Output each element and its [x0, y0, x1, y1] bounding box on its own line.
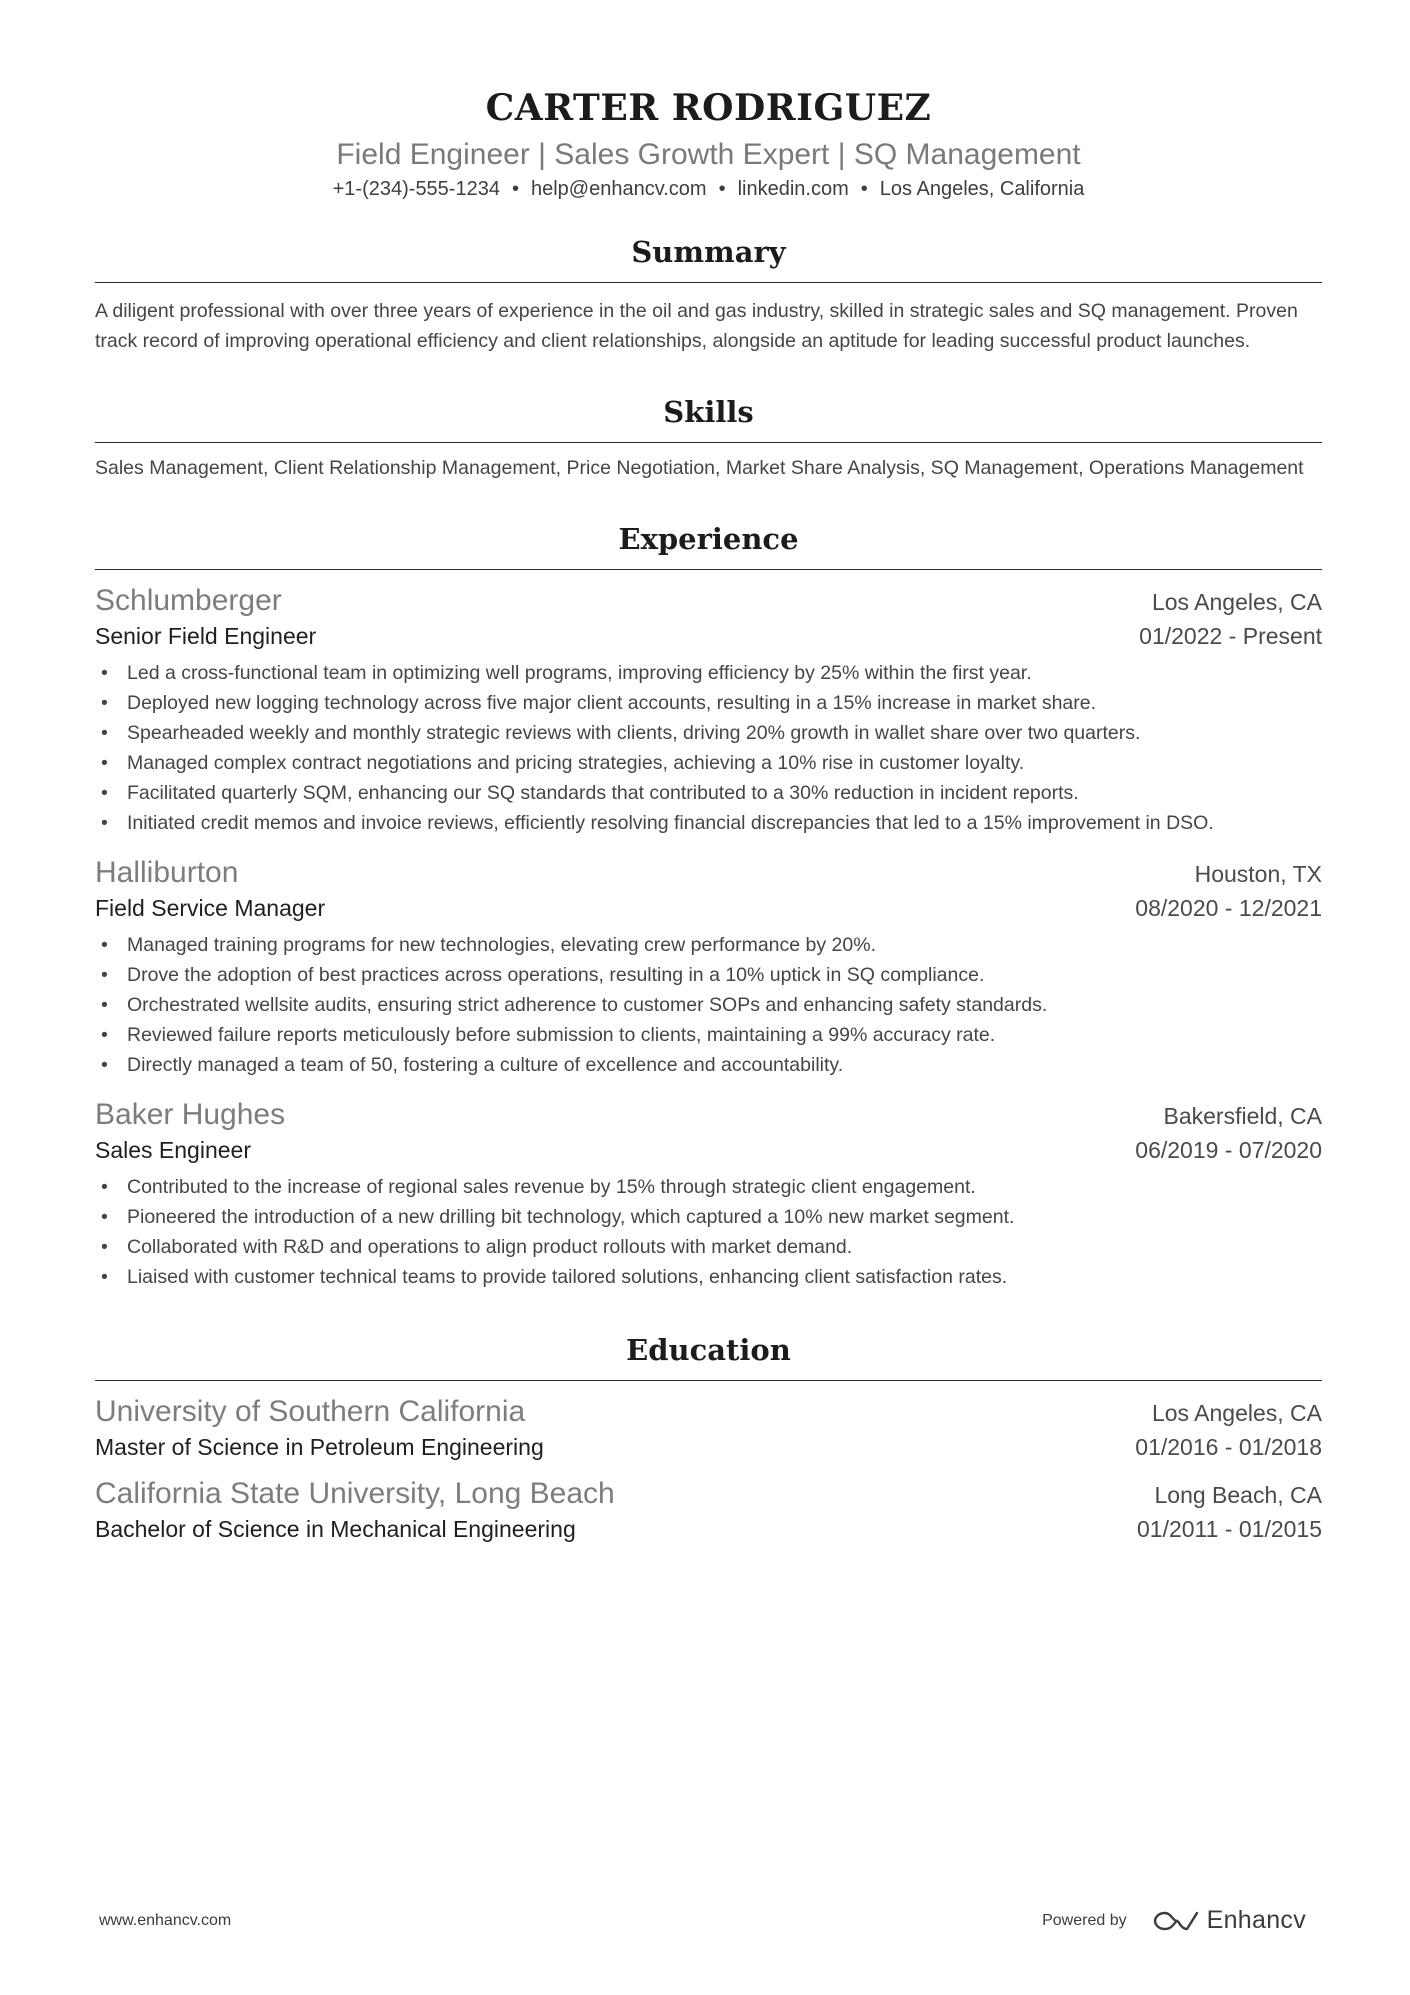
- brand-logo[interactable]: [1153, 1906, 1306, 1935]
- achievement-bullet: • Collaborated with R&D and operations to align product rollouts with market demand.: [95, 1232, 1322, 1262]
- achievement-list: [95, 930, 1322, 1080]
- company-name: Baker Hughes: [95, 1098, 286, 1131]
- skills-section: [95, 392, 1322, 481]
- achievement-bullet: • Deployed new logging technology across five major client accounts, resulting in a 15% increase in market share.: [95, 688, 1322, 718]
- achievement-list: [95, 1172, 1322, 1292]
- summary-section: [95, 232, 1322, 356]
- education-subheading: [95, 1513, 1322, 1545]
- job-location: Houston, TX: [1194, 861, 1322, 887]
- school-location: Long Beach, CA: [1154, 1482, 1322, 1508]
- job-location: Bakersfield, CA: [1163, 1103, 1322, 1129]
- section-title-skills: Skills: [95, 392, 1322, 443]
- education-subheading: [95, 1431, 1322, 1463]
- section-title-education: Education: [95, 1330, 1322, 1381]
- experience-subheading: [95, 892, 1322, 924]
- brand-name: Enhancv: [1206, 1906, 1306, 1934]
- headline: Field Engineer | Sales Growth Expert | SQ Management: [336, 138, 1081, 171]
- experience-item: [95, 1096, 1322, 1292]
- achievement-bullet: • Liaised with customer technical teams to provide tailored solutions, enhancing client satisfaction rates.: [95, 1262, 1322, 1292]
- contact-linkedin: linkedin.com: [737, 178, 849, 200]
- degree-name: Master of Science in Petroleum Engineering: [95, 1434, 544, 1460]
- resume-page: [95, 0, 1322, 1545]
- contact-line: [95, 176, 1322, 202]
- experience-heading: [95, 1096, 1322, 1134]
- powered-by-label: Powered by: [1042, 1911, 1127, 1929]
- experience-section: [95, 519, 1322, 1292]
- job-dates: 08/2020 - 12/2021: [1135, 895, 1322, 921]
- achievement-bullet: • Managed complex contract negotiations and pricing strategies, achieving a 10% rise in customer loyalty.: [95, 748, 1322, 778]
- education-dates: 01/2016 - 01/2018: [1135, 1434, 1322, 1460]
- skills-text: Sales Management, Client Relationship Management, Price Negotiation, Market Share Analysis, SQ Management, Operations Management: [95, 457, 1304, 479]
- achievement-bullet: • Directly managed a team of 50, fostering a culture of excellence and accountability.: [95, 1050, 1322, 1080]
- school-location: Los Angeles, CA: [1151, 1400, 1322, 1426]
- achievement-bullet: • Reviewed failure reports meticulously before submission to clients, maintaining a 99% accuracy rate.: [95, 1020, 1322, 1050]
- achievement-bullet: • Orchestrated wellsite audits, ensuring strict adherence to customer SOPs and enhancing safety standards.: [95, 990, 1322, 1020]
- achievement-list: [95, 658, 1322, 838]
- contact-separator: •: [511, 178, 519, 200]
- enhancv-logo-icon: [1153, 1909, 1199, 1933]
- education-item: [95, 1475, 1322, 1545]
- achievement-bullet: • Contributed to the increase of regional sales revenue by 15% through strategic client engagement.: [95, 1172, 1322, 1202]
- experience-subheading: [95, 620, 1322, 652]
- job-title: Senior Field Engineer: [95, 623, 317, 649]
- education-heading: [95, 1475, 1322, 1513]
- summary-text: A diligent professional with over three years of experience in the oil and gas industry, skilled in strategic sales and SQ management. Proven track record of improving operational efficiency and client relationships, alongside an aptitude for leading successful product launches.: [95, 300, 1298, 352]
- page-footer: [99, 1906, 1306, 1935]
- achievement-bullet: • Initiated credit memos and invoice reviews, efficiently resolving financial discrepancies that led to a 15% improvement in DSO.: [95, 808, 1322, 838]
- achievement-bullet: • Facilitated quarterly SQM, enhancing our SQ standards that contributed to a 30% reduction in incident reports.: [95, 778, 1322, 808]
- degree-name: Bachelor of Science in Mechanical Engineering: [95, 1516, 576, 1542]
- candidate-name: CARTER RODRIGUEZ: [485, 87, 932, 129]
- experience-subheading: [95, 1134, 1322, 1166]
- company-name: Halliburton: [95, 856, 239, 889]
- experience-item: [95, 854, 1322, 1080]
- contact-location: Los Angeles, California: [879, 178, 1085, 200]
- achievement-bullet: • Managed training programs for new technologies, elevating crew performance by 20%.: [95, 930, 1322, 960]
- achievement-bullet: • Drove the adoption of best practices across operations, resulting in a 10% uptick in SQ compliance.: [95, 960, 1322, 990]
- education-item: [95, 1393, 1322, 1463]
- achievement-bullet: • Pioneered the introduction of a new drilling bit technology, which captured a 10% new market segment.: [95, 1202, 1322, 1232]
- experience-item: [95, 582, 1322, 838]
- experience-heading: [95, 582, 1322, 620]
- education-section: [95, 1330, 1322, 1545]
- section-title-experience: Experience: [95, 519, 1322, 570]
- education-dates: 01/2011 - 01/2015: [1136, 1516, 1322, 1542]
- company-name: Schlumberger: [95, 584, 282, 617]
- job-title: Field Service Manager: [95, 895, 326, 921]
- job-location: Los Angeles, CA: [1151, 589, 1322, 615]
- achievement-bullet: • Led a cross-functional team in optimizing well programs, improving efficiency by 25% within the first year.: [95, 658, 1322, 688]
- resume-header: [95, 0, 1322, 202]
- contact-email: help@enhancv.com: [530, 178, 707, 200]
- school-name: University of Southern California: [95, 1395, 526, 1428]
- education-heading: [95, 1393, 1322, 1431]
- job-dates: 01/2022 - Present: [1139, 623, 1322, 649]
- job-dates: 06/2019 - 07/2020: [1135, 1137, 1322, 1163]
- footer-branding: [1042, 1906, 1306, 1935]
- job-title: Sales Engineer: [95, 1137, 251, 1163]
- footer-url-link[interactable]: www.enhancv.com: [99, 1911, 232, 1929]
- section-title-summary: Summary: [95, 232, 1322, 283]
- achievement-bullet: • Spearheaded weekly and monthly strategic reviews with clients, driving 20% growth in wallet share over two quarters.: [95, 718, 1322, 748]
- contact-separator: •: [860, 178, 868, 200]
- contact-phone: +1-(234)-555-1234: [332, 178, 500, 200]
- contact-separator: •: [718, 178, 726, 200]
- experience-heading: [95, 854, 1322, 892]
- school-name: California State University, Long Beach: [95, 1477, 615, 1510]
